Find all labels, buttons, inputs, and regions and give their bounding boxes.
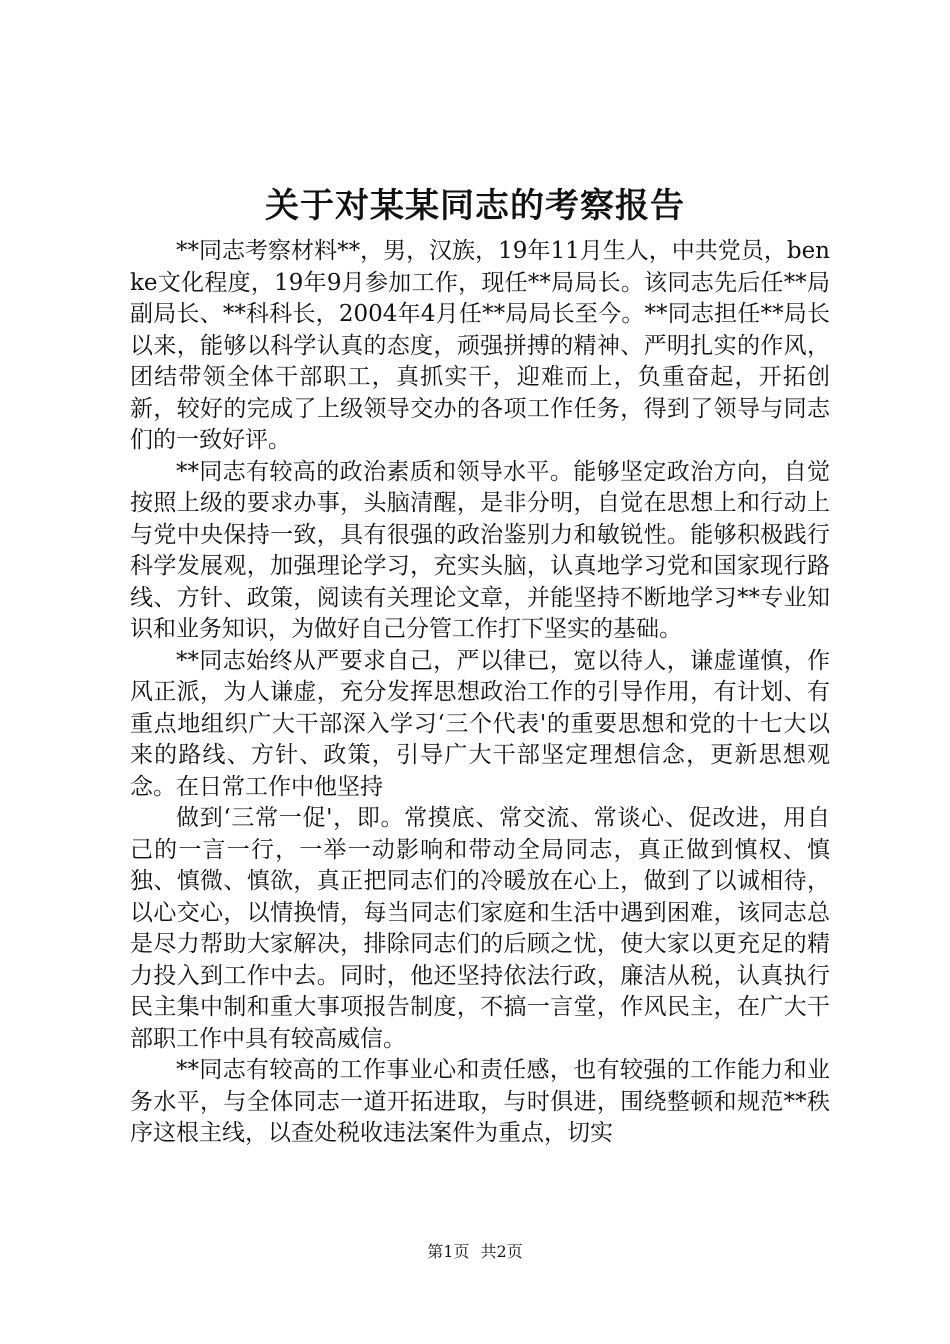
paragraph-5: **同志有较高的工作事业心和责任感，也有较强的工作能力和业务水平，与全体同志一道开拓进取，与时俱进，围绕整顿和规范**秩序这根主线，以查处税收违法案件为重点，切实: [130, 1057, 830, 1146]
paragraph-3: **同志始终从严要求自己，严以律已，宽以待人，谦虚谨慎，作风正派，为人谦虚，充分发挥思想政治工作的引导作用，有计划、有重点地组织广大干部深入学习‘三个代表'的重要思想和党的十七大以来的路线、方针、政策，引导广大干部坚定理想信念，更新思想观念。在日常工作中他坚持: [130, 647, 830, 800]
paragraph-4: 做到‘三常一促'，即。常摸底、常交流、常谈心、促改进，用自己的一言一行，一举一动影响和带动全局同志，真正做到慎权、慎独、慎微、慎欲，真正把同志们的冷暖放在心上，做到了以诚相待，以心交心，以情换情，每当同志们家庭和生活中遇到困难，该同志总是尽力帮助大家解决，排除同志们的后顾之忧，使大家以更充足的精力投入到工作中去。同时，他还坚持依法行政，廉洁从税，认真执行民主集中制和重大事项报告制度，不搞一言堂，作风民主，在广大干部职工作中具有较高威信。: [130, 805, 830, 1052]
page-number-total: 共2页: [480, 1242, 523, 1261]
document-title: 关于对某某同志的考察报告: [265, 186, 685, 226]
paragraph-1: **同志考察材料**，男，汉族，19年11月生人，中共党员，benke文化程度，19年9月参加工作，现任**局局长。该同志先后任**局副局长、**科科长，2004年4月任**局局长至今。**同志担任**局长以来，能够以科学认真的态度，顽强拼搏的精神、严明扎实的作风，团结带领全体干部职工，真抓实干，迎难而上，负重奋起，开拓创新，较好的完成了上级领导交办的各项工作任务，得到了领导与同志们的一致好评。: [130, 238, 830, 453]
paragraph-2: **同志有较高的政治素质和领导水平。能够坚定政治方向，自觉按照上级的要求办事，头脑清醒，是非分明，自觉在思想上和行动上与党中央保持一致，具有很强的政治鉴别力和敏锐性。能够积极践行科学发展观，加强理论学习，充实头脑，认真地学习党和国家现行路线、方针、政策，阅读有关理论文章，并能坚持不断地学习**专业知识和业务知识，为做好自己分管工作打下坚实的基础。: [130, 458, 830, 642]
page-number-current: 第1页: [427, 1242, 470, 1261]
document-body: [130, 236, 830, 1150]
page-footer: [0, 1240, 950, 1264]
